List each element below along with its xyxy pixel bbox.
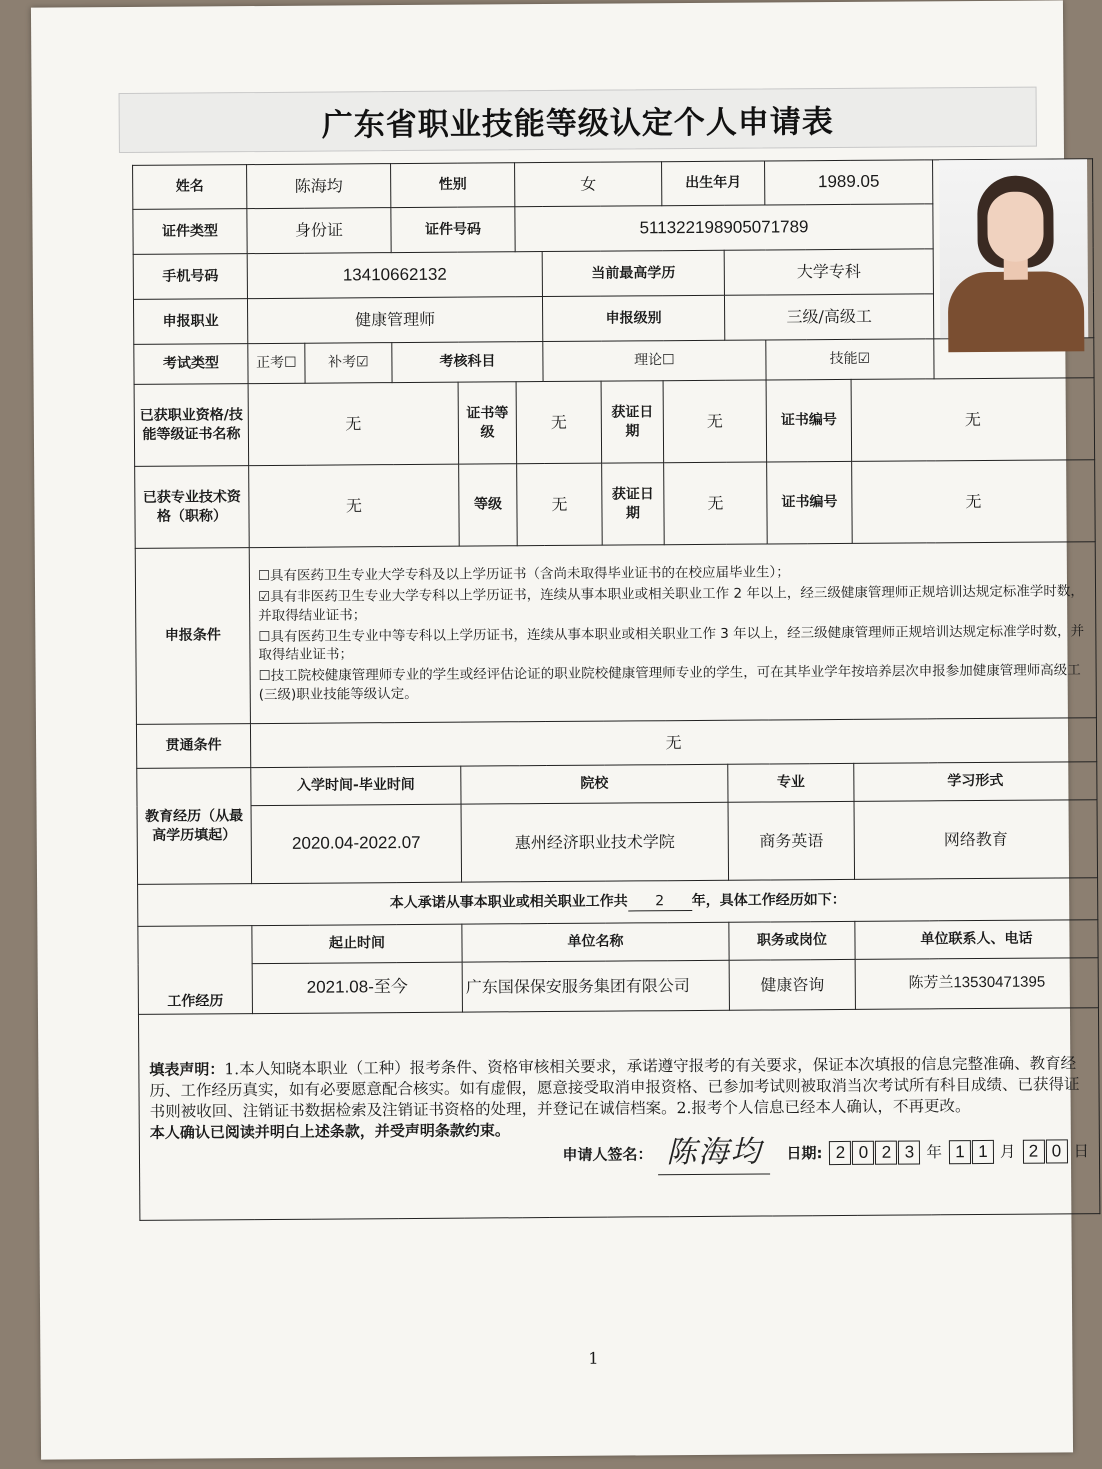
pro-title-level: 无: [517, 463, 603, 546]
edu-header-mode: 学习形式: [854, 762, 1097, 802]
form-title: 广东省职业技能等级认定个人申请表: [321, 103, 834, 144]
pro-title-date-label: 获证日期: [602, 463, 665, 545]
declaration-cell: [138, 1008, 1099, 1221]
qual-cert-date-label: 获证日期: [601, 381, 664, 463]
declaration-text: [149, 1053, 1088, 1122]
work-commitment: [138, 878, 1098, 927]
id-type-value: 身份证: [247, 208, 391, 254]
application-form-table: [132, 158, 1100, 1221]
name-label: 姓名: [133, 165, 247, 210]
work-history-label: 工作经历: [138, 926, 253, 1015]
pro-title-name: 无: [249, 464, 460, 547]
declaration-label: 填表声明：: [149, 1060, 225, 1080]
work-period: 2021.08-至今: [252, 962, 462, 1013]
edu-period: 2020.04-2022.07: [251, 804, 462, 883]
education-value: 大学专科: [724, 249, 933, 295]
work-header-contact: 单位联系人、电话: [855, 920, 1098, 960]
edu-major: 商务英语: [728, 801, 855, 880]
gender-value: 女: [515, 162, 662, 207]
exam-makeup-checkbox[interactable]: 补考☑: [305, 343, 392, 384]
id-type-label: 证件类型: [133, 209, 247, 255]
qual-cert-level: 无: [516, 381, 602, 464]
birth-value: 1989.05: [765, 160, 933, 205]
edu-header-school: 院校: [461, 764, 728, 804]
date-digit-box: 0: [852, 1141, 874, 1165]
day-unit: 日: [1073, 1141, 1090, 1160]
month-unit: 月: [999, 1142, 1016, 1161]
work-header-company: 单位名称: [462, 922, 729, 962]
date-day-boxes[interactable]: [1021, 1139, 1067, 1163]
exam-skill-checkbox[interactable]: 技能☑: [766, 339, 934, 380]
qual-cert-label: 已获职业资格/技能等级证书名称: [134, 384, 249, 467]
edu-mode: 网络教育: [854, 800, 1098, 880]
work-contact: 陈芳兰13530471395: [855, 958, 1098, 1010]
date-digit-box: 2: [1022, 1140, 1044, 1164]
level-label: 申报级别: [542, 295, 724, 341]
edu-header-major: 专业: [728, 763, 854, 802]
condition-item[interactable]: ☐技工院校健康管理师专业的学生或经评估论证的职业院校健康管理师专业的学生，可在其毕业学年按培养层次申报参加健康管理师高级工(三级)职业技能等级认定。: [258, 662, 1081, 703]
declaration-body: 1.本人知晓本职业（工种）报考条件、资格审核相关要求，承诺遵守报考的有关要求，保证本次填报的信息完整准确、教育经历、工作经历真实，如有必要愿意配合核实。如有虚假，愿意接受取消申报资格、已参加考试则被取消当次考试所有科目成绩、已获得证书则被收回、注销证书数据检索及注销证书资格的处理，并登记在诚信档案。2.报考个人信息已经本人确认，不再更改。: [149, 1054, 1080, 1121]
id-number-value: 511322198905071789: [515, 204, 933, 252]
date-digit-box: 2: [829, 1141, 851, 1165]
through-label: 贯通条件: [136, 724, 250, 769]
gender-label: 性别: [391, 163, 515, 208]
qual-cert-date: 无: [663, 380, 767, 463]
condition-item[interactable]: ☑具有非医药卫生专业大学专科以上学历证书，连续从事本职业或相关职业工作 2 年以上，经三级健康管理师正规培训达规定标准学时数，并取得结业证书；: [258, 583, 1084, 624]
title-band: [119, 87, 1037, 153]
qual-cert-number: 无: [851, 378, 1095, 462]
qual-cert-no-label: 证书编号: [766, 379, 852, 462]
date-digit-box: 1: [949, 1140, 971, 1164]
date-digit-box: 0: [1045, 1139, 1067, 1163]
declaration-confirm: 本人确认已阅读并明白上述条款，并受声明条款约束。: [149, 1121, 510, 1142]
year-unit: 年: [926, 1142, 943, 1161]
occupation-value: 健康管理师: [247, 297, 542, 344]
page-number: 1: [588, 1348, 599, 1368]
date-label: 日期:: [786, 1143, 823, 1163]
applicant-photo: [939, 159, 1088, 338]
photo-cell: [933, 159, 1094, 339]
date-digit-box: 1: [972, 1140, 994, 1164]
qual-cert-name: 无: [248, 382, 459, 465]
exam-theory-checkbox[interactable]: 理论☐: [543, 340, 766, 382]
pro-title-level-label: 等级: [459, 464, 518, 546]
applicant-signature[interactable]: 陈海均: [658, 1133, 770, 1175]
work-commit-suffix: 年，具体工作经历如下：: [691, 891, 846, 909]
work-years-field[interactable]: 2: [628, 892, 692, 912]
qual-cert-level-label: 证书等级: [458, 382, 517, 464]
edu-school: 惠州经济职业技术学院: [461, 802, 729, 882]
edu-header-period: 入学时间-毕业时间: [251, 766, 461, 805]
work-position: 健康咨询: [729, 959, 855, 1010]
name-value: 陈海均: [247, 164, 391, 209]
exam-type-label: 考试类型: [134, 344, 248, 385]
id-number-label: 证件号码: [391, 207, 515, 253]
occupation-label: 申报职业: [133, 299, 247, 345]
work-company: 广东国保保安服务集团有限公司: [462, 960, 729, 1012]
conditions-list: [249, 542, 1096, 724]
pro-title-number: 无: [852, 460, 1096, 544]
phone-value: 13410662132: [247, 252, 542, 299]
conditions-label: 申报条件: [135, 548, 250, 725]
sign-label: 申请人签名：: [562, 1145, 653, 1164]
work-header-period: 起止时间: [252, 924, 462, 963]
condition-item[interactable]: ☐具有医药卫生专业中等专科以上学历证书，连续从事本职业或相关职业工作 3 年以上，经三级健康管理师正规培训达规定标准学时数，并取得结业证书；: [258, 623, 1085, 664]
birth-label: 出生年月: [662, 161, 765, 206]
work-header-position: 职务或岗位: [729, 921, 855, 960]
through-value: 无: [250, 718, 1096, 768]
pro-title-label: 已获专业技术资格（职称）: [135, 466, 250, 549]
paper-sheet: [31, 0, 1090, 1459]
education-history-label: 教育经历（从最高学历填起）: [137, 768, 252, 885]
pro-title-date: 无: [664, 462, 768, 545]
date-month-boxes[interactable]: [948, 1140, 994, 1164]
phone-label: 手机号码: [133, 254, 247, 300]
level-value: 三级/高级工: [724, 294, 933, 340]
pro-title-no-label: 证书编号: [767, 461, 853, 544]
condition-item[interactable]: ☐具有医药卫生专业大学专科及以上学历证书（含尚未取得毕业证书的在校应届毕业生）；: [257, 564, 790, 585]
education-label: 当前最高学历: [542, 250, 724, 296]
date-year-boxes[interactable]: [828, 1140, 920, 1165]
exam-regular-checkbox[interactable]: 正考☐: [248, 343, 305, 383]
exam-subject-label: 考核科目: [392, 342, 543, 383]
date-digit-box: 2: [875, 1141, 897, 1165]
date-digit-box: 3: [898, 1140, 920, 1164]
work-commit-prefix: 本人承诺从事本职业或相关职业工作共: [389, 893, 628, 911]
